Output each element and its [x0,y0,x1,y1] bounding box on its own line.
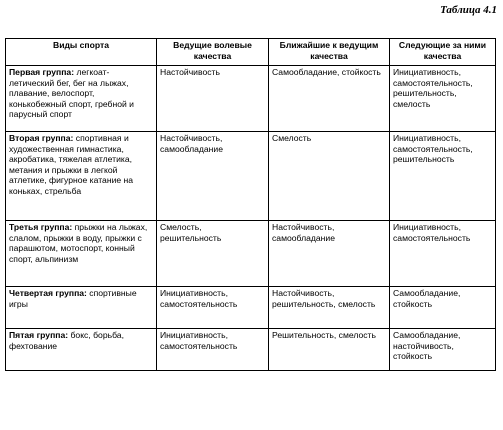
sports-list: спортивная и художественная гимнастика, акробатика, тяжелая атлетика, метания и прыжки в легкой атлетике, фигурное катание на коньках, стрельба [9,133,134,196]
sports-list: прыжки на лыжах, слалом, прыжки в воду, прыжки с парашютом, мотоспорт, конный спорт, альпинизм [9,222,148,264]
leading-qualities-cell: Настойчивость, самообладание [157,132,269,221]
header-next-qualities: Следующие за ними качества [390,39,496,66]
leading-qualities-cell: Смелость, решительность [157,221,269,287]
header-leading-qualities: Ведущие волевые качества [157,39,269,66]
group-name: Вторая группа: [9,133,74,143]
sports-list: легкоат-летический бег, бег на лыжах, плавание, велоспорт, конькобежный спорт, гребной и парусный спорт [9,67,134,120]
table-header-row [6,39,496,66]
near-qualities-cell: Решительность, смелость [269,329,390,371]
header-near-qualities: Ближайшие к ведущим качества [269,39,390,66]
leading-qualities-cell: Настойчивость [157,66,269,132]
near-qualities-cell: Настойчивость, решительность, смелость [269,287,390,329]
table-row [6,329,496,371]
sports-cell [6,287,157,329]
group-name: Четвертая группа: [9,288,87,298]
table-row [6,66,496,132]
next-qualities-cell: Инициативность, самостоятельность, решительность, смелость [390,66,496,132]
next-qualities-cell: Инициативность, самостоятельность [390,221,496,287]
sports-willpower-table [5,38,496,371]
sports-list: спортивные игры [9,288,137,309]
group-name: Пятая группа: [9,330,69,340]
near-qualities-cell: Смелость [269,132,390,221]
sports-list: бокс, борьба, фехтование [9,330,124,351]
sports-cell [6,66,157,132]
sports-cell [6,329,157,371]
near-qualities-cell: Настойчивость, самообладание [269,221,390,287]
table-row [6,132,496,221]
next-qualities-cell: Самообладание, настойчивость, стойкость [390,329,496,371]
group-name: Первая группа: [9,67,75,77]
table-row [6,221,496,287]
table-caption: Таблица 4.1 [440,4,497,16]
group-name: Третья группа: [9,222,73,232]
sports-cell [6,221,157,287]
sports-cell [6,132,157,221]
near-qualities-cell: Самообладание, стойкость [269,66,390,132]
next-qualities-cell: Самообладание, стойкость [390,287,496,329]
header-sports: Виды спорта [6,39,157,66]
leading-qualities-cell: Инициативность, самостоятельность [157,329,269,371]
leading-qualities-cell: Инициативность, самостоятельность [157,287,269,329]
table-row [6,287,496,329]
next-qualities-cell: Инициативность, самостоятельность, решительность [390,132,496,221]
